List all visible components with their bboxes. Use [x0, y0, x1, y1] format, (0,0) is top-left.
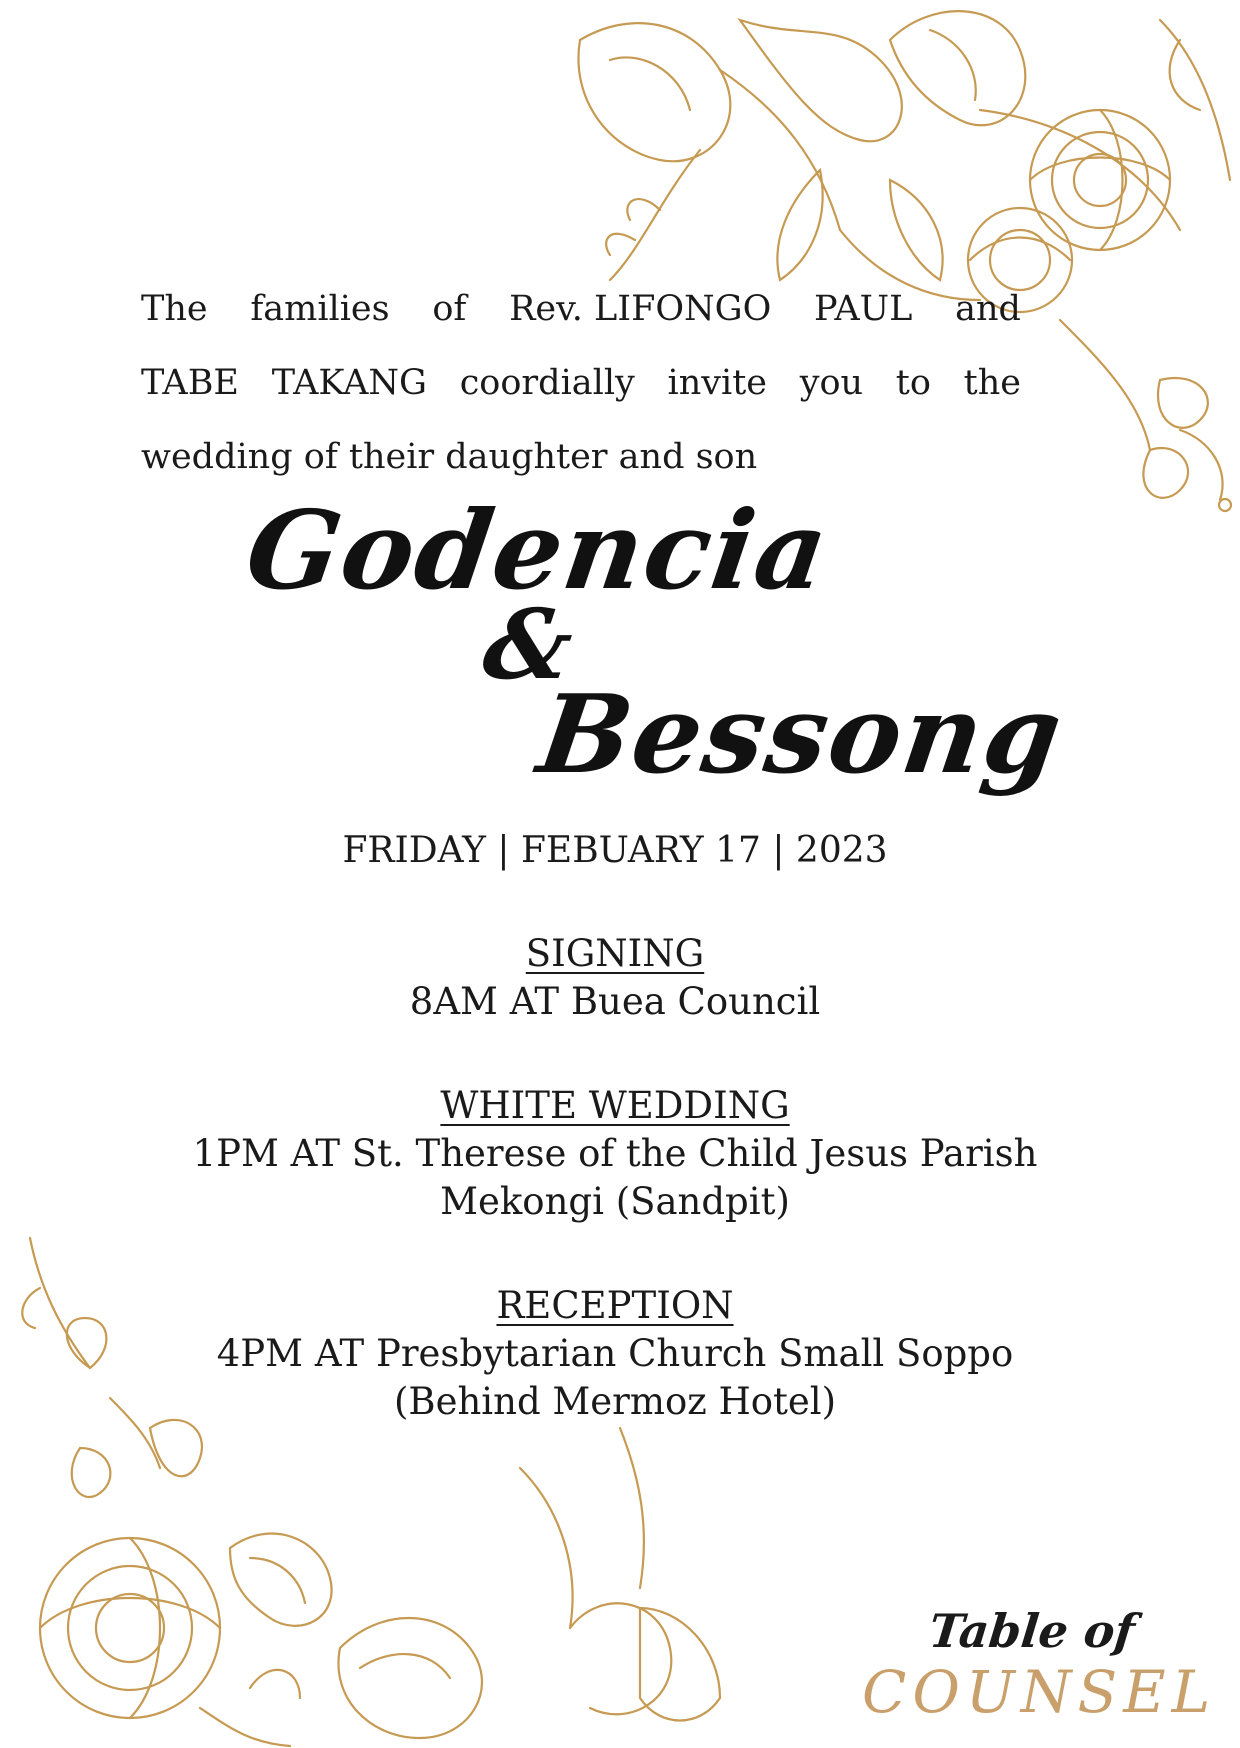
intro-line-1 [141, 272, 1021, 346]
signing-section [0, 930, 1230, 1026]
reception-details-line-1: 4PM AT Presbytarian Church Small Soppo [216, 1332, 1014, 1375]
intro-word: The [141, 289, 208, 329]
ampersand: & [477, 588, 580, 701]
intro-word: TAKANG [271, 363, 427, 403]
groom-name: Bessong [531, 672, 1071, 798]
intro-word: TABE [141, 363, 239, 403]
white-wedding-details-line-1: 1PM AT St. Therese of the Child Jesus Parish [192, 1132, 1038, 1175]
intro-word: you [799, 363, 864, 403]
intro-word: invite [667, 363, 767, 403]
signing-details: 8AM AT Buea Council [409, 980, 821, 1023]
reception-heading: RECEPTION [496, 1284, 734, 1327]
intro-line-2 [141, 346, 1021, 420]
intro-word: and [955, 289, 1021, 329]
invitation-intro [141, 272, 1021, 494]
signing-heading: SIGNING [525, 932, 705, 975]
intro-word: coordially [459, 363, 635, 403]
brand-logo [862, 1604, 1217, 1726]
intro-word: of [432, 289, 467, 329]
white-wedding-heading: WHITE WEDDING [440, 1084, 790, 1127]
brand-bottom-text: COUNSEL [862, 1658, 1217, 1726]
bride-name: Godencia [239, 488, 837, 614]
intro-word: to [895, 363, 931, 403]
reception-details-line-2: (Behind Mermoz Hotel) [393, 1380, 837, 1423]
intro-word: Rev. LIFONGO [509, 289, 772, 329]
white-wedding-details-line-2: Mekongi (Sandpit) [440, 1180, 790, 1223]
reception-section [0, 1282, 1230, 1426]
brand-top-text: Table of [926, 1604, 1138, 1658]
intro-line-3: wedding of their daughter and son [141, 437, 758, 477]
intro-word: the [963, 363, 1021, 403]
intro-word: PAUL [814, 289, 913, 329]
event-date: FRIDAY | FEBUARY 17 | 2023 [342, 830, 888, 871]
white-wedding-section [0, 1082, 1230, 1226]
intro-word: families [250, 289, 390, 329]
